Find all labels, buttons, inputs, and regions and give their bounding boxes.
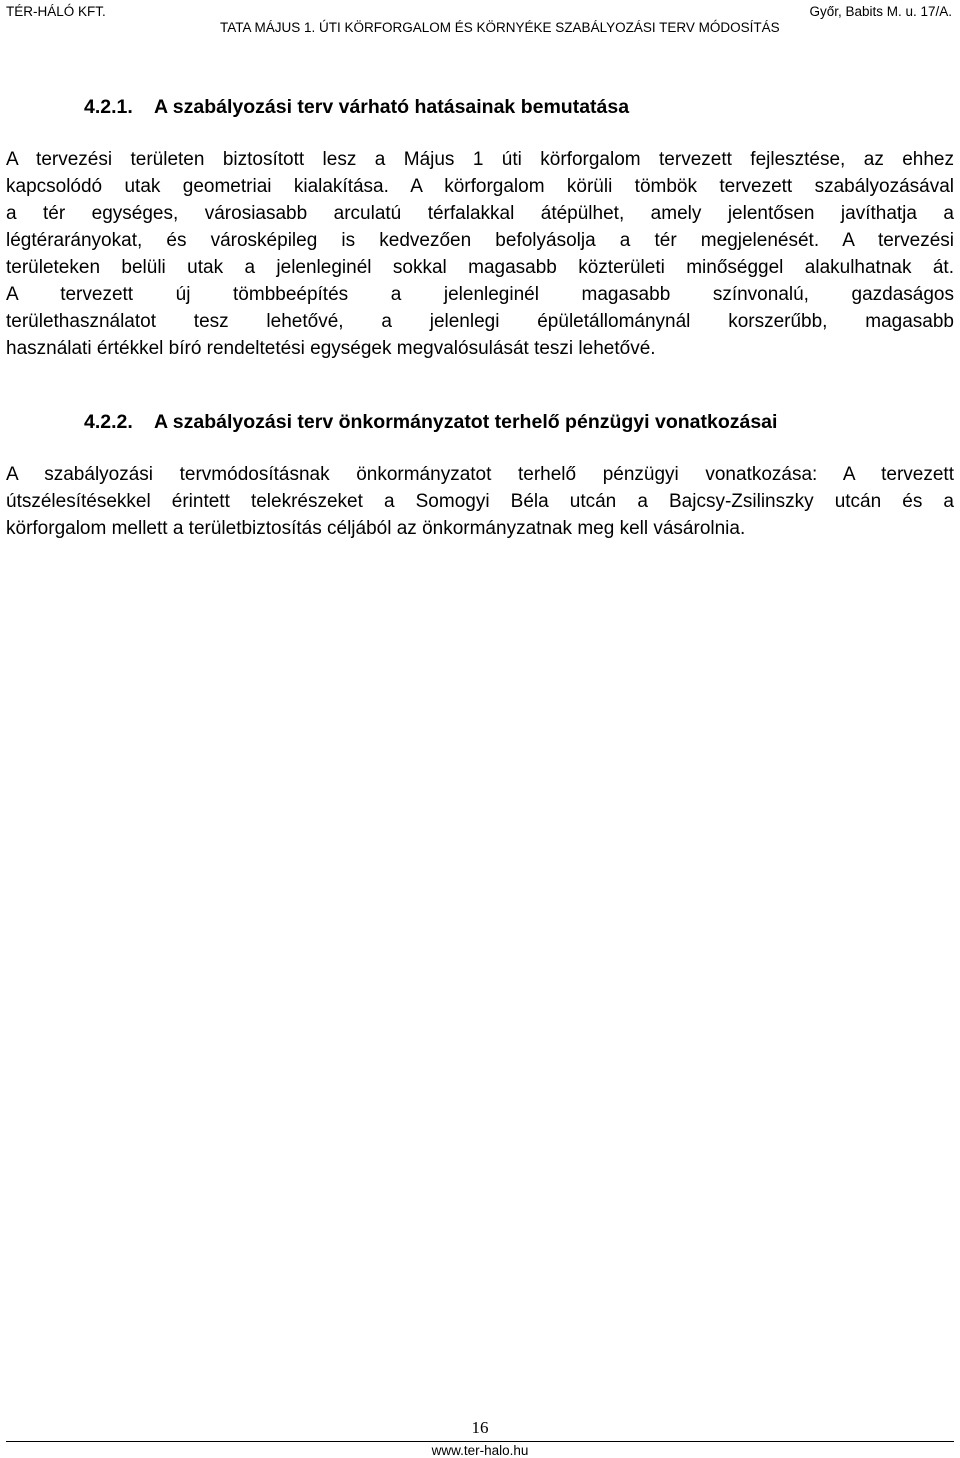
footer-divider: [6, 1441, 954, 1442]
paragraph-line: kapcsolódó utak geometriai kialakítása. A körforgalom körüli tömbök tervezett szabályozásával: [6, 176, 954, 197]
footer-website: www.ter-halo.hu: [431, 1443, 529, 1458]
paragraph-line: légtérarányokat, és városképileg is kedvezően befolyásolja a tér megjelenését. A tervezési: [6, 230, 954, 251]
page-number: 16: [471, 1418, 489, 1437]
header-document-title: TATA MÁJUS 1. ÚTI KÖRFORGALOM ÉS KÖRNYÉKE SZABÁLYOZÁSI TERV MÓDOSÍTÁS: [220, 20, 780, 35]
paragraph-line: körforgalom mellett a területbiztosítás céljából az önkormányzatnak meg kell vásárolnia.: [6, 518, 746, 539]
section-title: A szabályozási terv várható hatásainak bemutatása: [154, 96, 630, 118]
paragraph-line: használati értékkel bíró rendeltetési egységek megvalósulását teszi lehetővé.: [6, 338, 656, 359]
paragraph-line: A tervezési területen biztosított lesz a Május 1 úti körforgalom tervezett fejlesztése, az ehhez: [6, 149, 954, 170]
section-title: A szabályozási terv önkormányzatot terhelő pénzügyi vonatkozásai: [154, 411, 778, 433]
header-company: TÉR-HÁLÓ KFT.: [6, 4, 106, 19]
paragraph-line: A tervezett új tömbbeépítés a jelenleginél magasabb színvonalú, gazdaságos: [6, 284, 954, 305]
paragraph-line: a tér egységes, városiasabb arculatú térfalakkal átépülhet, amely jelentősen javíthatja a: [6, 203, 954, 224]
header-address: Győr, Babits M. u. 17/A.: [809, 4, 952, 19]
paragraph-line: területhasználatot tesz lehetővé, a jelenlegi épületállománynál korszerűbb, magasabb: [6, 311, 954, 332]
paragraph-line: útszélesítésekkel érintett telekrészeket a Somogyi Béla utcán a Bajcsy-Zsilinszky utcán és a: [6, 491, 954, 512]
section-heading: [84, 411, 777, 434]
section-body-paragraph: [6, 146, 954, 362]
paragraph-line: A szabályozási tervmódosításnak önkormányzatot terhelő pénzügyi vonatkozása: A tervezett: [6, 464, 954, 485]
section-number: 4.2.2.: [84, 411, 133, 433]
section-number: 4.2.1.: [84, 96, 133, 118]
section-heading: [84, 96, 629, 119]
paragraph-line: területeken belüli utak a jelenleginél sokkal magasabb közterületi minőséggel alakulhatnak át.: [6, 257, 954, 278]
section-body-paragraph: [6, 461, 954, 542]
